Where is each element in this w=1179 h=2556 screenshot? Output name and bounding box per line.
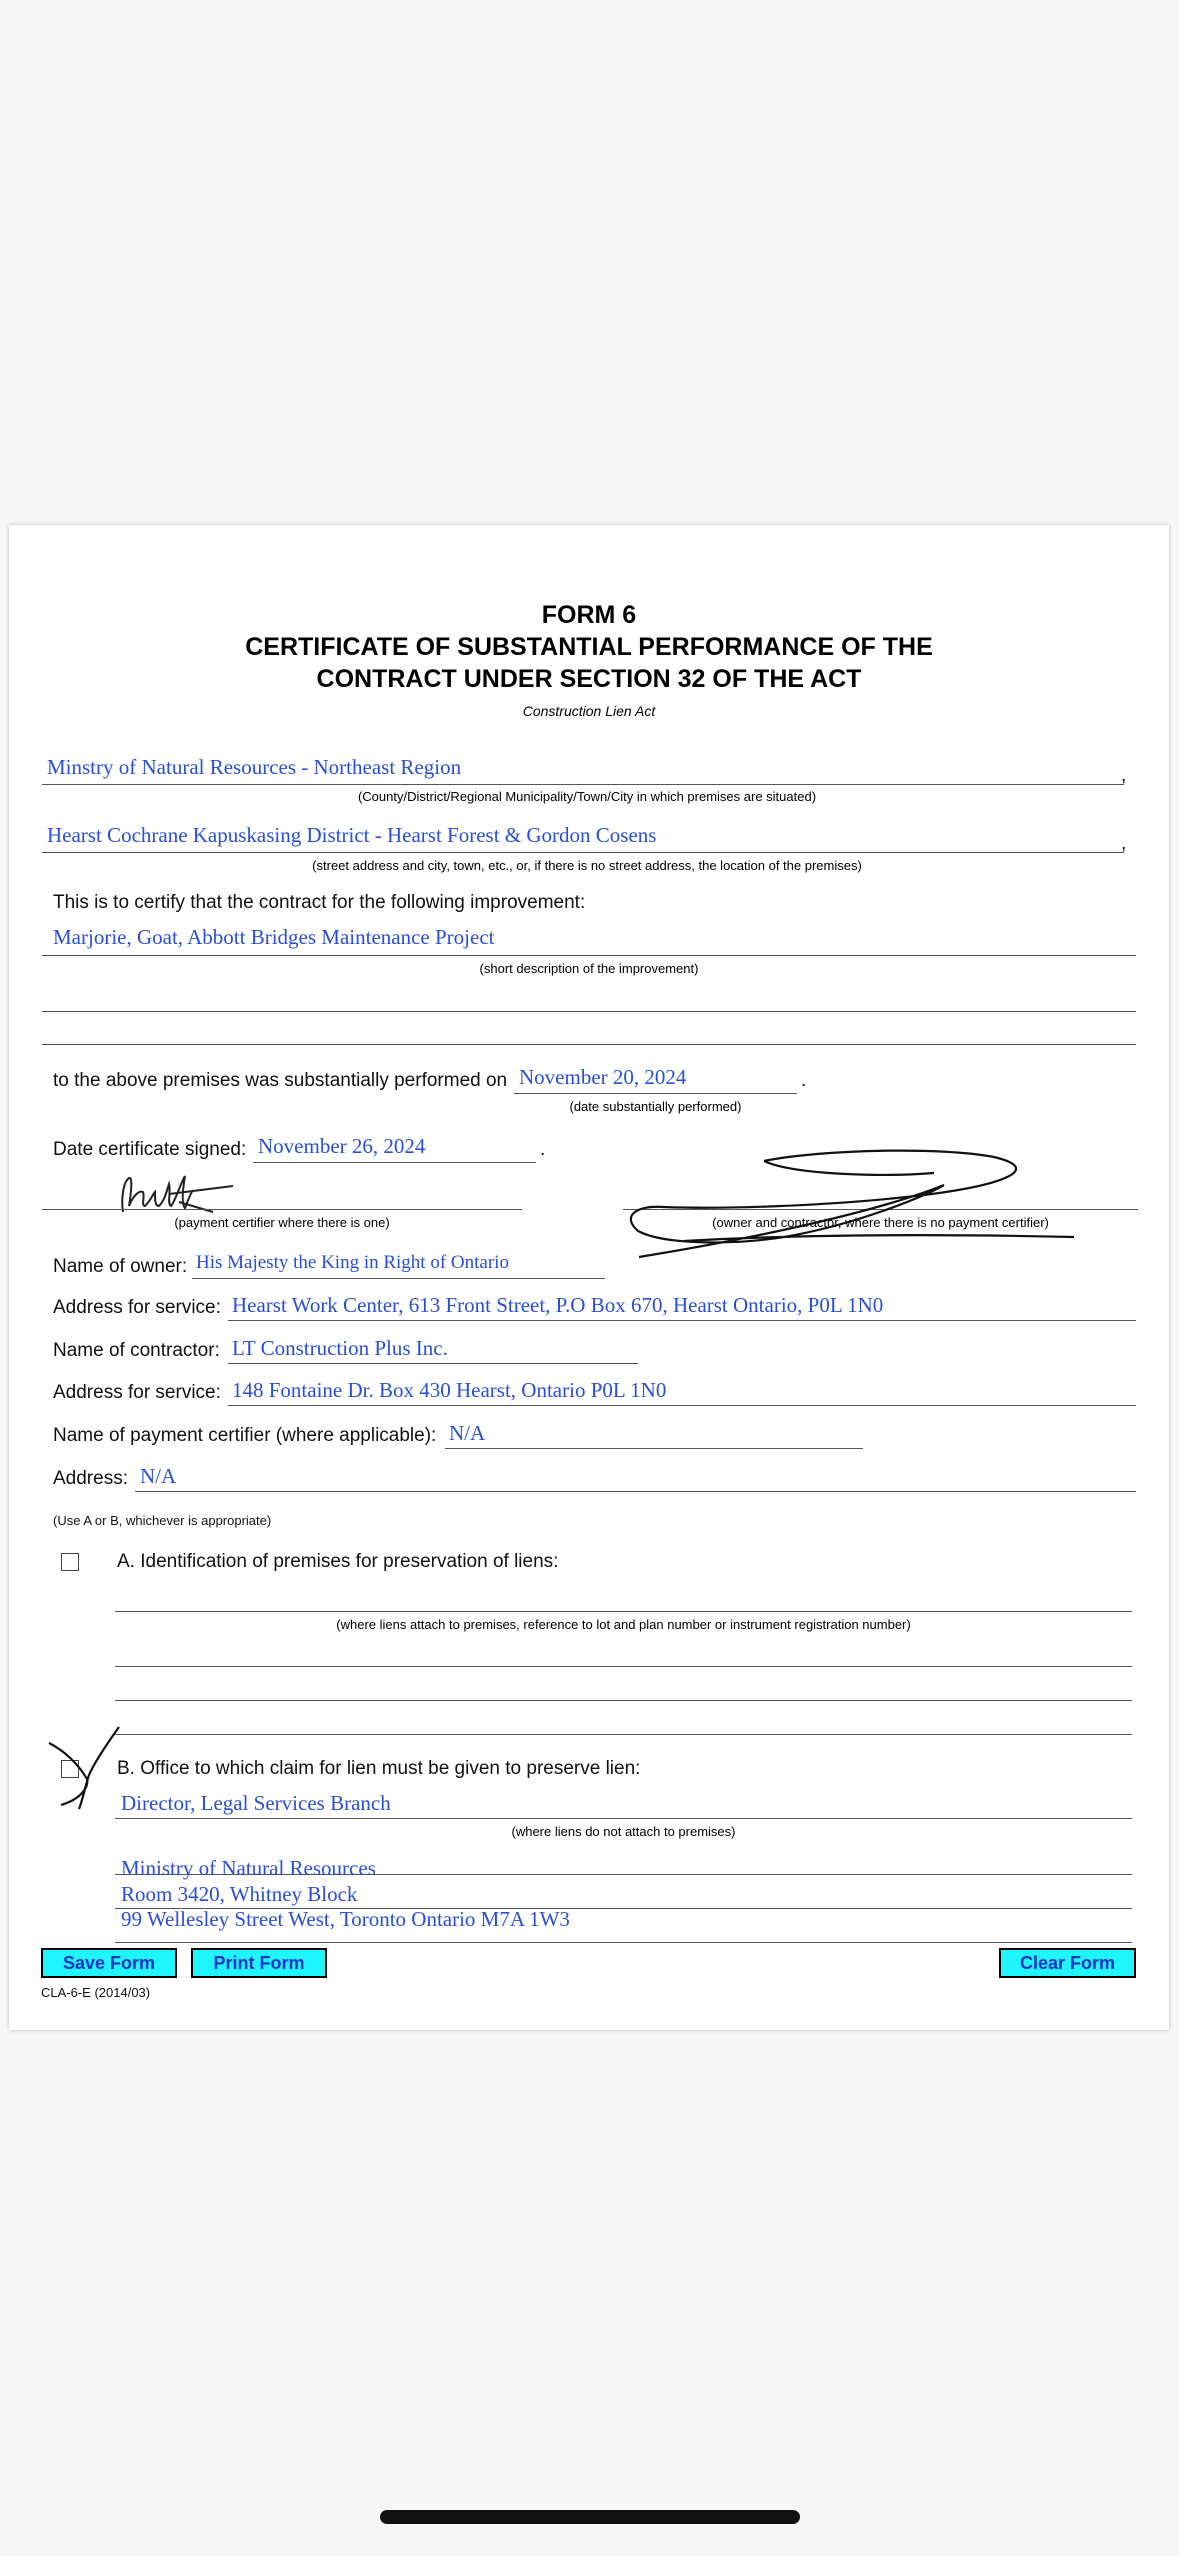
- contractor-address-field[interactable]: 148 Fontaine Dr. Box 430 Hearst, Ontario P0L 1N0: [232, 1378, 667, 1402]
- home-indicator[interactable]: [380, 2510, 800, 2524]
- option-a-line-3: [115, 1700, 1132, 1701]
- owner-field[interactable]: His Majesty the King in Right of Ontario: [196, 1252, 509, 1273]
- print-form-button[interactable]: Print Form: [191, 1948, 327, 1978]
- certifier-address-label: Address:: [53, 1468, 128, 1489]
- option-b-line-4: [115, 1942, 1132, 1943]
- county-comma: ,: [1121, 765, 1127, 786]
- certifier-address-field[interactable]: N/A: [140, 1464, 177, 1488]
- street-caption: (street address and city, town, etc., or, if there is no street address, the location of the premises): [312, 858, 862, 873]
- form-code: CLA-6-E (2014/03): [41, 1985, 151, 2000]
- contractor-label: Name of contractor:: [53, 1340, 220, 1361]
- option-b-label: B. Office to which claim for lien must be given to preserve lien:: [117, 1758, 641, 1779]
- option-a-line-1: [115, 1611, 1132, 1612]
- owner-address-field[interactable]: Hearst Work Center, 613 Front Street, P.O Box 670, Hearst Ontario, P0L 1N0: [232, 1293, 884, 1317]
- street-field[interactable]: Hearst Cochrane Kapuskasing District - Hearst Forest & Gordon Cosens: [47, 823, 657, 847]
- act-name: Construction Lien Act: [522, 703, 656, 719]
- option-a-line-4: [115, 1734, 1132, 1735]
- certifier-label: Name of payment certifier (where applicable):: [53, 1425, 437, 1446]
- owner-address-underline: [228, 1320, 1136, 1321]
- option-b-line-1: [115, 1818, 1132, 1819]
- contractor-address-underline: [228, 1405, 1136, 1406]
- option-b-caption: (where liens do not attach to premises): [511, 1824, 736, 1839]
- performance-date-field[interactable]: November 20, 2024: [519, 1065, 687, 1089]
- signed-label: Date certificate signed:: [53, 1139, 247, 1160]
- improvement-intro: This is to certify that the contract for the following improvement:: [53, 892, 586, 913]
- owner-label: Name of owner:: [53, 1256, 188, 1277]
- contractor-address-label: Address for service:: [53, 1382, 221, 1403]
- certifier-field[interactable]: N/A: [449, 1421, 486, 1445]
- certifier-signature: [109, 1160, 249, 1220]
- county-field[interactable]: Minstry of Natural Resources - Northeast Region: [47, 755, 462, 779]
- street-comma: ,: [1121, 833, 1127, 854]
- county-caption: (County/District/Regional Municipality/Town/City in which premises are situated): [357, 789, 817, 804]
- clear-form-button[interactable]: Clear Form: [999, 1948, 1136, 1978]
- certifier-signature-line: [42, 1209, 522, 1210]
- street-underline: [42, 852, 1124, 853]
- form-title-line-1: CERTIFICATE OF SUBSTANTIAL PERFORMANCE OF THE: [245, 633, 933, 661]
- option-b-field-1[interactable]: Director, Legal Services Branch: [121, 1791, 391, 1815]
- performance-underline: [514, 1093, 797, 1094]
- option-b-field-4[interactable]: 99 Wellesley Street West, Toronto Ontario M7A 1W3: [121, 1907, 570, 1931]
- improvement-caption: (short description of the improvement): [479, 961, 699, 976]
- improvement-line-2: [42, 1011, 1136, 1012]
- contractor-field[interactable]: LT Construction Plus Inc.: [232, 1336, 448, 1360]
- form-title-line-2: CONTRACT UNDER SECTION 32 OF THE ACT: [316, 665, 862, 693]
- option-a-checkbox[interactable]: [61, 1553, 79, 1571]
- certifier-address-underline: [135, 1491, 1136, 1492]
- signed-date-field[interactable]: November 26, 2024: [258, 1134, 426, 1158]
- option-a-caption: (where liens attach to premises, reference to lot and plan number or instrument registration number): [336, 1617, 911, 1632]
- performance-caption: (date substantially performed): [569, 1099, 742, 1114]
- form-page: [9, 525, 1169, 2030]
- improvement-line-3: [42, 1044, 1136, 1045]
- options-note: (Use A or B, whichever is appropriate): [53, 1513, 272, 1528]
- owner-address-label: Address for service:: [53, 1297, 221, 1318]
- option-a-label: A. Identification of premises for preservation of liens:: [117, 1551, 559, 1572]
- improvement-underline: [42, 955, 1136, 956]
- owner-underline: [192, 1278, 605, 1279]
- certifier-underline: [445, 1448, 863, 1449]
- form-number: FORM 6: [541, 601, 637, 629]
- certifier-caption: (payment certifier where there is one): [174, 1215, 390, 1230]
- improvement-field[interactable]: Marjorie, Goat, Abbott Bridges Maintenance Project: [53, 925, 495, 949]
- save-form-button[interactable]: Save Form: [41, 1948, 177, 1978]
- county-underline: [42, 784, 1124, 785]
- owner-signature: [624, 1145, 1094, 1260]
- owner-caption: (owner and contractor, where there is no payment certifier): [712, 1215, 1049, 1230]
- performance-label: to the above premises was substantially performed on: [53, 1070, 508, 1091]
- signed-underline: [253, 1162, 536, 1163]
- option-b-field-2[interactable]: Ministry of Natural Resources: [121, 1856, 376, 1880]
- option-b-field-3[interactable]: Room 3420, Whitney Block: [121, 1882, 358, 1906]
- performance-period: .: [801, 1070, 807, 1091]
- contractor-underline: [228, 1363, 638, 1364]
- signed-period: .: [540, 1139, 546, 1160]
- option-a-line-2: [115, 1666, 1132, 1667]
